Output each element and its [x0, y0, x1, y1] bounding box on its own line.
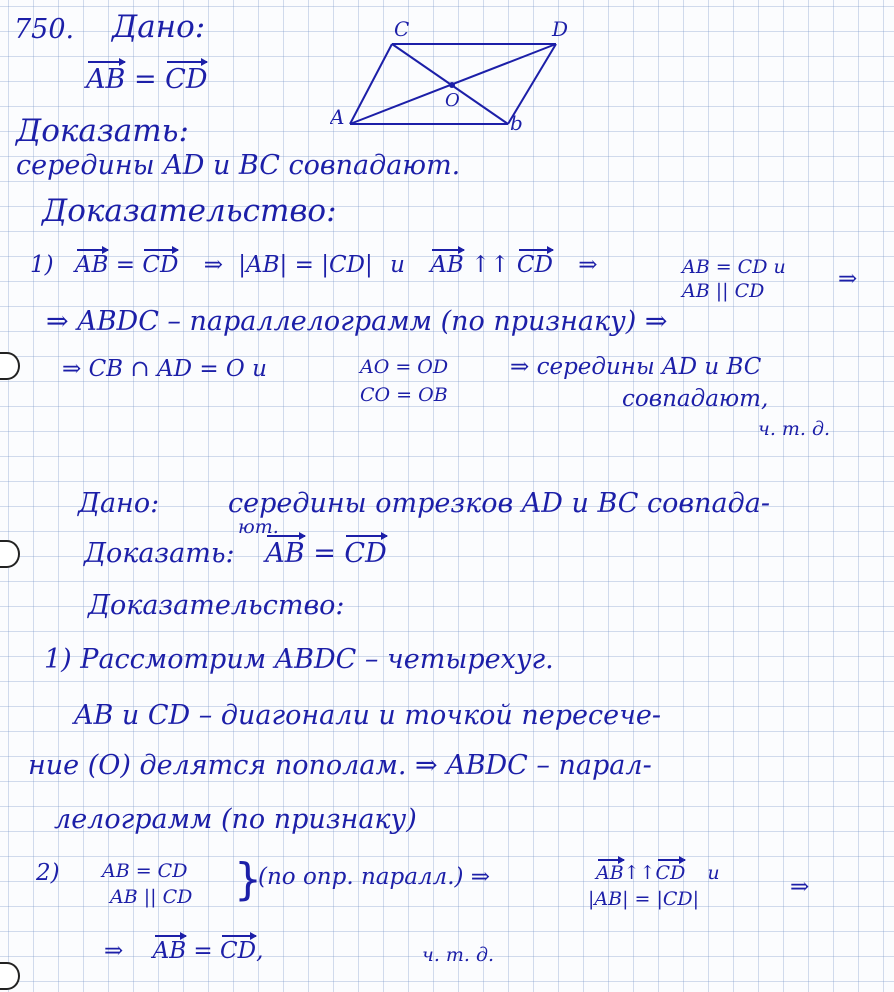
qed-2: ч. т. д. — [422, 944, 495, 966]
vertex-d-label: D — [552, 17, 569, 41]
step-1-result-a: AB = CD и — [682, 256, 786, 278]
vector-cd: CD — [516, 252, 553, 278]
equals-sign: = — [133, 64, 157, 95]
vector-cd: CD — [165, 64, 208, 95]
prove-statement: середины AD и BC совпадают. — [16, 150, 461, 181]
vector-cd: CD — [220, 938, 257, 964]
vector-ab: AB — [86, 64, 126, 95]
vector-ab: AB — [430, 252, 464, 278]
proof-2-line-3: ние (O) делятся пополам. ⇒ ABDC – парал- — [28, 750, 652, 781]
proof-2-line-1: 1) Рассмотрим ABDC – четырехуг. — [44, 644, 554, 675]
vertex-c-label: C — [394, 17, 410, 41]
system-brace: } — [234, 854, 262, 905]
binder-hole-2 — [0, 540, 20, 568]
parallelogram-figure — [330, 14, 570, 134]
step-2-codirection — [596, 864, 720, 883]
and-word: и — [707, 862, 720, 884]
vector-cd: CD — [142, 252, 179, 278]
vector-cd: CD — [655, 862, 686, 884]
given-statement-2: середины отрезков AD и BC совпада- — [228, 488, 770, 519]
vertex-b-label: b — [510, 111, 523, 134]
step-2-condition-b: AB || CD — [110, 886, 193, 908]
step-2-number: 2) — [36, 860, 60, 886]
proof-step-1-line-1 — [30, 254, 598, 277]
binder-hole-1 — [0, 352, 20, 380]
given-statement-2-cont: ют. — [238, 516, 279, 538]
step-2-condition-a: AB = CD — [102, 860, 188, 882]
comma: , — [256, 938, 264, 964]
vector-ab: AB — [596, 862, 624, 884]
equals-sign: = — [193, 938, 213, 964]
equals-sign: = — [313, 538, 336, 569]
conclusion-coincide: совпадают, — [622, 386, 769, 412]
given-label: Дано: — [112, 9, 206, 45]
midpoint-co-ob: CO = OB — [360, 384, 448, 406]
given-label-2: Дано: — [78, 488, 160, 519]
step-2-abs-equality: |AB| = |CD| — [588, 888, 700, 910]
proof-label: Доказательство: — [42, 193, 337, 229]
codirectional-sign: ↑↑ — [623, 862, 656, 884]
equals-sign: = — [115, 252, 136, 278]
conclusion-midpoints: ⇒ середины AD и BC — [510, 354, 762, 380]
given-vector-equality — [86, 66, 207, 93]
step-2-reason: (по опр. паралл.) ⇒ — [258, 864, 491, 890]
and-word: и — [390, 252, 405, 278]
prove-label: Доказать: — [16, 113, 189, 149]
implies-arrow: ⇒ — [203, 252, 223, 278]
final-conclusion — [104, 940, 263, 963]
midpoint-ao-od: AO = OD — [360, 356, 449, 378]
point-o-label: O — [445, 90, 460, 111]
step-1-result-b: AB || CD — [682, 280, 765, 302]
vector-cd: CD — [344, 538, 387, 569]
proof-2-line-2: AB и CD – диагонали и точкой пересече- — [74, 700, 662, 731]
qed-1: ч. т. д. — [758, 418, 831, 440]
vector-ab: AB — [265, 538, 305, 569]
proof-step-1-line-3: ⇒ CB ∩ AD = O и — [62, 356, 267, 382]
prove-label-2 — [84, 540, 387, 567]
step-number: 1) — [30, 252, 54, 278]
implies-arrow: ⇒ — [838, 266, 858, 292]
abs-equality: |AB| = |CD| — [238, 252, 373, 278]
prove-word: Доказать: — [84, 538, 235, 569]
vertex-a-label: A — [330, 105, 345, 129]
implies-arrow: ⇒ — [790, 874, 810, 900]
binder-hole-3 — [0, 962, 20, 990]
implies-arrow: ⇒ — [104, 938, 124, 964]
proof-step-1-line-2: ⇒ ABDC – параллелограмм (по признаку) ⇒ — [46, 306, 668, 337]
problem-number: 750. — [14, 14, 75, 45]
vector-ab: AB — [152, 938, 187, 964]
codirectional-sign: ↑↑ — [471, 252, 510, 278]
proof-label-2: Доказательство: — [88, 590, 345, 621]
proof-2-line-4: лелограмм (по признаку) — [54, 804, 417, 835]
vector-ab: AB — [74, 252, 109, 278]
implies-arrow: ⇒ — [578, 252, 598, 278]
